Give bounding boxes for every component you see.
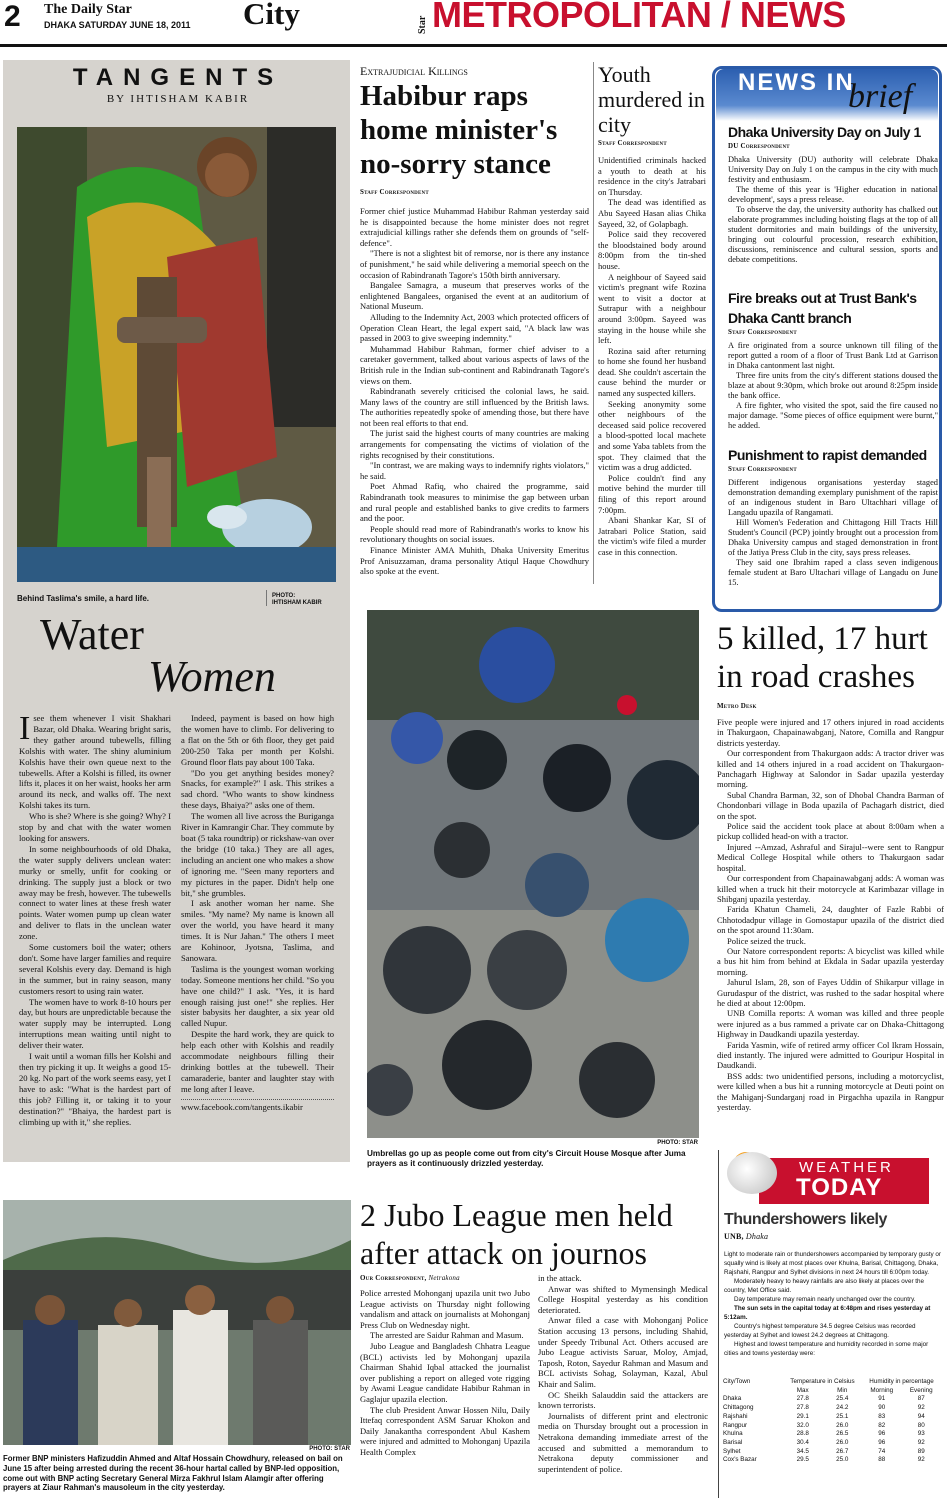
masthead: The Daily Star (44, 2, 132, 17)
table-row: Dhaka 27.8 25.4 91 87 (723, 1395, 925, 1403)
credit-divider (266, 590, 267, 606)
habibur-byline: Staff Correspondent (360, 188, 429, 196)
youth-para: Seeking anonymity some other neighbours of the deceased said police recovered a blood-spotted local machete and some Yaba tablets from the spot. They claimed that the victim was a drug addicted. (598, 398, 706, 473)
habibur-para: Rabindranath severely criticised the colonial laws, he said. Many laws of the country are still influenced by the British laws. The authorities repeatedly spoke of amending those, but there have not been real efforts to that end. (360, 386, 589, 428)
dropcap: I (19, 710, 31, 747)
crash-body (717, 717, 944, 1112)
brief-headline: Fire breaks out at Trust Bank's Dhaka Cantt branch (728, 290, 917, 326)
weather-table (723, 1378, 941, 1465)
weather-para: Light to moderate rain or thundershowers accompanied by temporary gusty or squally wind is likely at most places over Khulna, Barisal, Chittagong, Dhaka, Rajshahi, Rangpur and Sylhet divisions in next 24 hours till 6:00pm today. (724, 1251, 942, 1276)
weather-para: Highest and lowest temperature and humidity recorded in some major cities and towns yesterday were: (724, 1341, 929, 1357)
brief-body: Different indigenous organisations yesterday staged demonstration demanding exemplary punishment of the rapist of an indigenous student in Baro Ultachhari village of Langadu upazila of Rangamati. Hill Women's Federation and Chittagong Hill Tracts Hill Student's Council (PCP) jointly brought out a procession from Dhaka University campus and staged demonstration in front of the Jatiya Press Club in the city, says press releases. They said one Ibrahim raped a class seven indigenous female student at Baro Ultachari village of Langadu on June 15. (728, 478, 938, 587)
jubo-para: Jubo League and Bangladesh Chhatra League (BCL) activists led by Mohonganj upazila Chairman Shahid Iqbal attacked the journalist over publishing a report on alleged vote rigging by Awami League candidate Habibur Rahman in Gaglajur upazila election. (360, 1340, 530, 1404)
table-row: Rajshahi 29.1 25.1 83 94 (723, 1412, 925, 1420)
credit-name: STAR (334, 1446, 350, 1452)
brief-item-rapist (728, 445, 938, 588)
column-rule (593, 62, 594, 584)
crowd-illustration (3, 1200, 351, 1445)
credit-label: PHOTO: (309, 1446, 333, 1452)
habibur-para: Former chief justice Muhammad Habibur Rahman yesterday said he is disappointed because the home minister does not regret extrajudicial killings rather she defends them on grounds of "self-defence". (360, 206, 589, 248)
weather-headline: Thundershowers likely (724, 1211, 887, 1228)
header-rule (0, 44, 947, 47)
weather-table-header: City/Town Temperature in Celsius Humidity in percentage (723, 1378, 934, 1385)
tangents-para: Some customers boil the water; others don't. Some have larger families and require several Kolshis every day. Demand is high in the summer, but in rainy season, many customers resort to using rain water. (19, 942, 171, 996)
brief-label: brief (848, 78, 913, 115)
section-title: METROPOLITAN / NEWS (432, 0, 846, 35)
crash-para: Farida Khatun Chameli, 24, daughter of Fazle Rabbi of Chhotodadpur village in Gomostapur upazila of the district died on the spot around 11:30am. (717, 904, 944, 936)
crash-para: Subal Chandra Barman, 32, son of Dhobal Chandra Barman of Chondonbari village in Boda upazila of Pachagarh district, died on the spot. (717, 789, 944, 821)
table-row: Khulna 28.8 26.5 96 93 (723, 1430, 925, 1438)
table-row: Rangpur 32.0 26.0 82 80 (723, 1421, 925, 1429)
tangents-url[interactable]: www.facebook.com/tangents.ikabir (181, 1099, 334, 1113)
habibur-para: "There is not a slightest bit of remorse, nor is there any instance of punishment," he said while delivering a memorial speech on the occasion of Rabindranath Tagore's 150th birth anniversary. (360, 248, 589, 280)
credit-label: PHOTO: (272, 593, 296, 599)
jubo-column-2 (538, 1273, 708, 1474)
jubo-para: The arrested are Saidur Rahman and Masum. (370, 1330, 524, 1341)
water-headline: Water (40, 610, 144, 659)
habibur-para: Alluding to the Indemnity Act, 2003 which protected officers of Operation Clean Heart, the legal expert said, "A black law was passed in 2003 to give sweeping indemnity." (360, 311, 589, 344)
umbrella-illustration (367, 610, 699, 1138)
habibur-para: Bangalee Samagra, a museum that preserves works of the enlightened Bangalees, organised the event at an auditorium of National Museum. (360, 280, 589, 312)
crash-para: Jahurul Islam, 28, son of Fayes Uddin of Shikarpur village in Gurudaspur of the district, was rushed to the sadar hospital where he died at about 12:00pm. (717, 977, 944, 1008)
tangents-para: Isee them whenever I visit Shakhari Bazar, old Dhaka. Wearing bright saris, they gather around tubewells, filling Kolshis with water. The shiny aluminium Kolshis have their own queue next to the tubewells. After a Kolshi is filled, its owner lifts it, places it on her waist, hooks her arm around its neck, and walks off. The next Kolshi takes its turn. (19, 710, 171, 811)
table-row: Cox's Bazar 29.5 25.0 88 92 (723, 1456, 925, 1464)
tangents-para: Taslima is the youngest woman working today. Someone mentions her child. "So you have one child?" I ask. "Yes, it is hard enough raising just one!" she replies. Her sister babysits her daughter, a six year old called Nupur. (181, 963, 334, 1029)
youth-para: Rozina said after returning to home she found her husband dead. She couldn't ascertain the cause behind the murder or named any suspected killers. (598, 345, 706, 399)
crash-para: Our Natore correspondent reports: A bicyclist was killed while a bus hit him from behind at Ekdala in Sadar upazila yesterday morning. (717, 945, 944, 977)
bnp-photo-caption: Former BNP ministers Hafizuddin Ahmed and Altaf Hossain Chowdhury, released on bail on June 15 after being arrested during the recent 36-hour hartal called by BNP-led opposition, come out with BNP acting Secretary General Mirza Fakhrul Islam Alamgir after offering prayers at Ziaur Rahman's mausoleum in the city yesterday. (3, 1454, 343, 1493)
jubo-column-1 (360, 1288, 530, 1458)
habibur-kicker: Extrajudicial Killings (360, 64, 468, 78)
water-women-photo (17, 127, 336, 582)
crash-para: UNB Comilla reports: A woman was killed and three people were injured as a bus rammed a private car on Dhaka-Chittagong Highway in Daudkandi upazila yesterday. (717, 1008, 944, 1040)
brief-item-du (728, 122, 938, 265)
weather-para: The sun sets in the capital today at 6:48pm and rises yesterday at 5:12am. (724, 1305, 931, 1321)
crash-headline: 5 killed, 17 hurt in road crashes (717, 621, 928, 695)
brief-byline: DU Correspondent (728, 142, 790, 150)
bnp-leaders-photo (3, 1200, 351, 1445)
bnp-photo-credit (270, 1446, 350, 1453)
umbrella-photo-caption: Umbrellas go up as people come out from city's Circuit House Mosque after Juma prayers as it continuously drizzled yesterday. (367, 1149, 686, 1168)
water-photo-caption: Behind Taslima's smile, a hard life. (17, 594, 150, 603)
star-logo: Star (417, 15, 428, 34)
habibur-para: Poet Ahmad Rafiq, who chaired the programme, said Rabindranath took measures to minimise the gap between urban and rural people and established banks to give credits to farmers and the poor. (360, 481, 589, 524)
brief-byline: Staff Correspondent (728, 465, 797, 473)
crash-para: Police seized the truck. (727, 935, 806, 946)
tangents-para: Who is she? Where is she going? Why? I stop by and chat with the water women looking for answers. (19, 811, 171, 843)
jubo-para: Journalists of different print and electronic media on Thursday brought out a procession in Netrakona demanding immediate arrest of the accused and submitted a memorandum to Netrakona deputy commissioner and superintendent of police. (538, 1410, 708, 1474)
tangents-para: Indeed, payment is based on how high the women have to climb. For delivering to a flat on the 5th or 6th floor, they get paid 200-250 Taka per month per Kolshi. Ground floor flats pay about 100 Taka. (181, 713, 334, 767)
credit-name: STAR (682, 1140, 698, 1146)
youth-para: The dead was identified as Abu Sayeed Hasan alias Chika Sayeed, 32, of Golapbagh. (598, 197, 706, 229)
crash-para: Our correspondent from Thakurgaon adds: A tractor driver was killed and 14 others injured in a road accident on Thakurgaon-Panchagarh Highway at Salondor in Sadar upazila yesterday morning. (717, 748, 944, 790)
umbrella-photo (367, 610, 699, 1138)
youth-headline: Youth murdered in city (598, 62, 705, 137)
dateline: DHAKA SATURDAY JUNE 18, 2011 (44, 20, 191, 30)
jubo-para: Police arrested Mohonganj upazila unit two Jubo League activists on Thursday night following vandalism and attack on journalists at Mohonganj Press Club on Wednesday night. (360, 1288, 530, 1330)
section-name: City (243, 0, 300, 31)
news-in-label: NEWS IN (738, 69, 855, 96)
youth-para: Unidentified criminals hacked a youth to death at his residence in the city's Jatrabari on Thursday. (598, 155, 706, 197)
brief-body: Dhaka University (DU) authority will celebrate Dhaka University Day on July 1 on the campus in the city with much festivity and enthusiasm. The theme of this year is 'Higher education in national development', says a press release. To observe the day, the university authority has chalked out elaborate programmes including hoisting flags at the top of all student dormitories and main buildings of the university, bringing out colourful procession, research exhibition, discussions, reminiscence and cultural session, sports and debate competitions. (728, 155, 938, 264)
credit-name: IHTISHAM KABIR (272, 600, 322, 606)
water-photo-credit (272, 593, 322, 607)
habibur-para: Finance Minister AMA Muhith, Dhaka University Emeritus Prof Anisuzzaman, drama personality Atiqul Haque Chowdhury also spoke at the event. (360, 545, 589, 577)
habibur-para: "In contrast, we are making ways to indemnify rights violators," he said. (360, 460, 589, 481)
crash-byline: Metro Desk (717, 702, 757, 710)
weather-byline: UNB, Dhaka (724, 1232, 769, 1241)
umbrella-photo-credit (620, 1140, 698, 1147)
tangents-para: "Do you get anything besides money? Snacks, for example?" I ask. This strikes a sad chord. "Who wants to show kindness these days, Bhaiya?" asks one of them. (181, 767, 334, 811)
weather-para: Day temperature may remain nearly unchanged over the country. (734, 1296, 916, 1303)
brief-headline: Dhaka University Day on July 1 (728, 124, 921, 140)
tangents-column-1 (19, 710, 171, 1127)
tangents-byline: BY IHTISHAM KABIR (106, 93, 250, 105)
credit-label: PHOTO: (657, 1140, 681, 1146)
jubo-para: in the attack. (538, 1273, 582, 1283)
table-row: Sylhet 34.5 26.7 74 89 (723, 1447, 925, 1455)
habibur-para: People should read more of Rabindranath's works to know his revolutionary thoughts on social issues. (360, 523, 589, 545)
tangents-para: Despite the hard work, they are quick to help each other with Kolshis and readily accommodate neighbours filling their drinking bottles at the tubewell. Their camaraderie, banter and laughter stay with me long after I leave. (181, 1029, 334, 1094)
habibur-para: Muhammad Habibur Rahman, former chief adviser to a caretaker government, talked about various aspects of laws of the British rule in the Indian sub-continent and Rabindranath Tagore's views on them. (360, 343, 589, 386)
jubo-para: The club President Anwar Hossen Nilu, Daily Ittefaq correspondent ASM Saruar Khokon and Daily Janakantha correspondent Abul Kashem were injured and admitted to Mohonganj Upazila Health Complex (360, 1404, 530, 1457)
crash-para: Police said the accident took place at about 8:00am when a pickup collided head-on with a tractor. (717, 821, 944, 842)
weather-para: Moderately heavy to heavy rainfalls are also likely at places over the country, Met Office said. (724, 1278, 925, 1294)
today-label: TODAY (796, 1174, 883, 1201)
women-headline: Women (148, 652, 276, 701)
cloud-icon (727, 1152, 777, 1194)
youth-para: Police said they recovered the bloodstained body around 8:00pm from the tin-shed house. (598, 229, 706, 271)
jubo-byline: Our Correspondent, Netrakona (360, 1274, 460, 1282)
crash-para: Our correspondent from Chapainawabganj adds: A woman was killed when a truck hit their motorcycle at Karimbazar village in Shibganj upazila yesterday. (717, 873, 944, 904)
crash-para: Farida Yasmin, wife of retired army officer Col Ikram Hossain, died instantly. The injured were admitted to Gouripur Hospital in Daudkandi. (717, 1039, 944, 1071)
tangents-column-2 (181, 713, 334, 1113)
brief-item-fire (728, 288, 938, 431)
weather-table-subheader: Max Min Morning Evening (796, 1386, 933, 1394)
brief-headline: Punishment to rapist demanded (728, 447, 927, 463)
youth-byline: Staff Correspondent (598, 139, 667, 147)
jubo-para: OC Sheikh Salauddin said the attackers are known terrorists. (538, 1389, 708, 1411)
youth-body (598, 155, 706, 558)
brief-byline: Staff Correspondent (728, 328, 797, 336)
brief-body: A fire originated from a source unknown till filing of the report gutted a room of a floor of Trust Bank Ltd at Garrison in Dhaka cantonment last night. Three fire units from the city's different stations doused the blaze at about 9:30pm, which broke out around 8:25pm inside the bank office. A fire fighter, who visited the spot, said the fire caused no major damage. "Some pieces of office equipment were burnt," he added. (728, 341, 938, 430)
tangents-title: TANGENTS (72, 64, 284, 91)
youth-para: Abani Shankar Kar, SI of Jatrabari Police Station, said the victim's wife filed a murder case in this connection. (598, 515, 706, 557)
page-number: 2 (4, 0, 21, 33)
tangents-para: The women all live across the Buriganga River in Kamrangir Char. They commute by boat (5 taka roundtrip) or rickshaw-van over the bridge (10 taka.) They are all ages, including an ancient one who makes a show of ignoring me. "Seen many reporters and my pictures in the paper. Didn't help one bit," she grumbles. (181, 811, 334, 898)
jubo-para: Anwar was shifted to Mymensingh Medical College Hospital yesterday as his condition deteriorated. (538, 1283, 708, 1315)
weather-label: WEATHER (799, 1159, 894, 1176)
weather-para: Country's highest temperature 34.5 degree Celsius was recorded yesterday at Sylhet and lowest 24.2 degrees at Chittagong. (724, 1323, 916, 1339)
table-row: Chittagong 27.8 24.2 90 92 (723, 1404, 925, 1412)
tangents-para: In some neighbourhoods of old Dhaka, the water supply delivers unclean water: murky or smelly, unfit for cooking or drinking. The supply just a block or two away may be fresh, however. The tubewells connect to water lines at these fresh water points. Water women pump up clean water and deliver to flats in the unclean water zone. (19, 843, 171, 942)
jubo-headline: 2 Jubo League men held after attack on journos (360, 1197, 673, 1271)
habibur-headline: Habibur raps home minister's no-sorry stance (360, 80, 558, 180)
youth-para: Police couldn't find any motive behind the murder till filing of this report around 7:00pm. (598, 472, 706, 515)
crash-para: Five people were injured and 17 others injured in road accidents in Thakurgaon, Chapainawabganj, Natore, Comilla and Rangpur districts yesterday. (717, 717, 944, 748)
water-women-illustration (17, 127, 336, 582)
crash-para: Injured --Amzad, Ashraful and Sirajul--were sent to Rangpur Medical College Hospital while others to Thakurgaon sadar hospital. (717, 841, 944, 873)
table-row: Barisal 30.4 26.0 96 92 (723, 1438, 925, 1446)
habibur-para: The jurist said the highest courts of many countries are making arrangements for compensating the victims of violation of the rights recognised by their constitutions. (360, 428, 589, 460)
tangents-para: The women have to work 8-10 hours per day, but hours are unpredictable because the water supply may be interrupted. Long interruptions mean waiting until night to deliver their water. (19, 996, 171, 1051)
jubo-para: Anwar filed a case with Mohonganj Police Station accusing 13 persons, including Shahid, under Speedy Tribunal Act. Others accused are Jubo League activists Saruar, Moloy, Amjad, Taposh, Roton, Sayedur Rahman and Masum and BCL activists Sohag, Solayman, Kazal, Abul Khair and Salim. (538, 1315, 708, 1389)
tangents-para: I wait until a woman fills her Kolshi and then try picking it up. It weighs a good 15-20 kg. No part of the work seems easy, yet I have to ask: "What is the hardest part of this job? Filling it, or taking it to your destination?" "Bhaiya, the hardest part is climbing up with it," she replies. (19, 1051, 171, 1127)
weather-body (724, 1250, 942, 1358)
crash-para: BSS adds: two unidentified persons, including a motorcyclist, were killed when a bus hit a running motorcycle at Deuti point on the Mahiganj-Sundarganj road in Pirgachha upazila in Rangpur yesterday. (717, 1070, 944, 1113)
habibur-body (360, 206, 589, 577)
youth-para: A neighbour of Sayeed said victim's pregnant wife Rozina went to visit a doctor at Sutrapur with a neighbour around 3:00pm. Sayeed was staying in the house while she left. (598, 271, 706, 346)
tangents-para: I ask another woman her name. She smiles. "My name? My name is known all over the world, you have heard it many times. It is Nur Jahan." The others I meet are Kohinoor, Jyotsna, Taslima, and Sanowara. (181, 898, 334, 963)
